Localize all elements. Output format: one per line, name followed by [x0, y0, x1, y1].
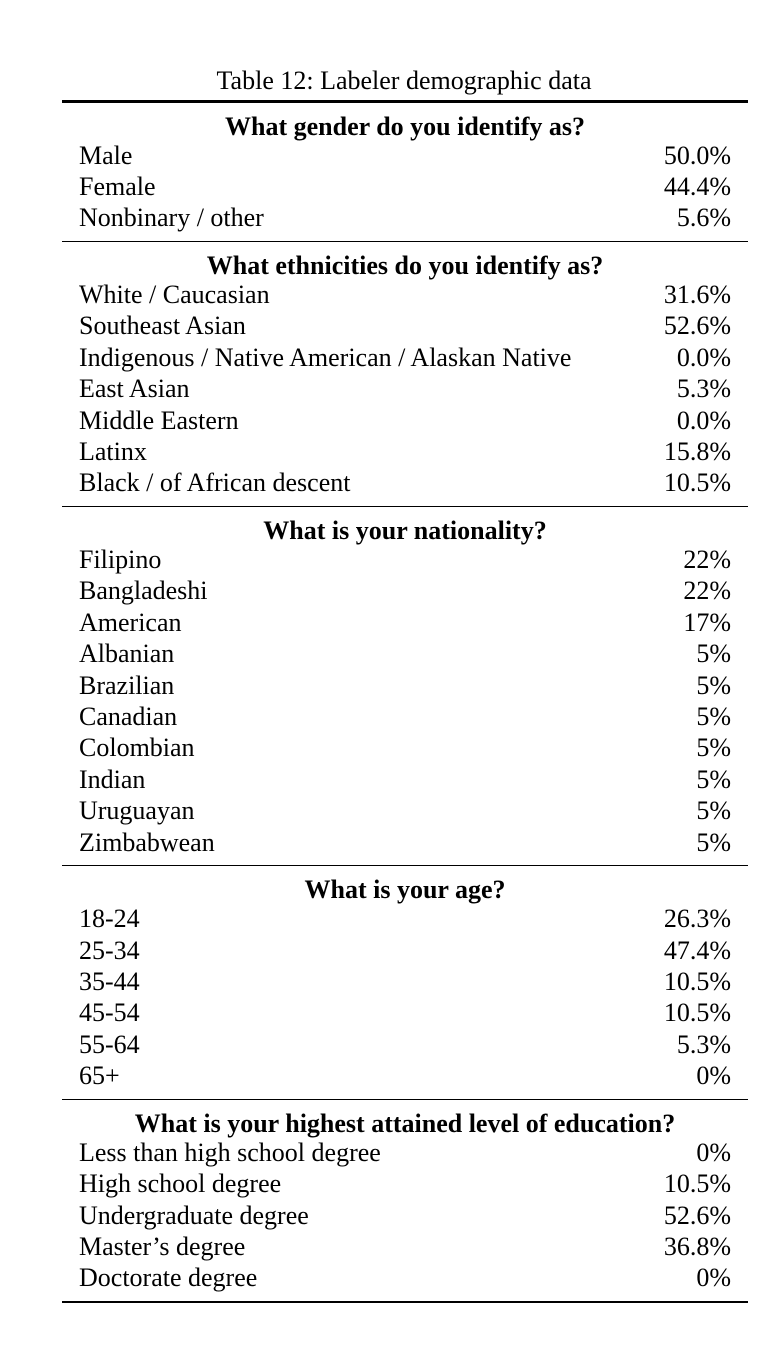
row-value: 5% [696, 701, 731, 731]
table-row [62, 701, 748, 732]
row-label: 45-54 [79, 998, 140, 1028]
row-label: Brazilian [79, 670, 175, 700]
row-label: Southeast Asian [79, 311, 246, 341]
row-label: Female [79, 171, 156, 201]
row-value: 36.8% [663, 1232, 731, 1262]
table-row [62, 935, 748, 966]
table-row [62, 903, 748, 934]
row-label: 18-24 [79, 904, 140, 934]
table-row [62, 140, 748, 171]
row-label: Latinx [79, 436, 147, 466]
table-row [62, 795, 748, 826]
section-rows [62, 1137, 748, 1301]
row-value: 10.5% [663, 998, 731, 1028]
row-value: 31.6% [663, 279, 731, 309]
table-section [62, 866, 748, 1098]
demographic-table [62, 100, 748, 1303]
row-label: Filipino [79, 545, 162, 574]
table-row [62, 544, 748, 575]
table-row [62, 1168, 748, 1199]
table-row [62, 1029, 748, 1060]
table-row [62, 279, 748, 310]
table-row [62, 373, 748, 404]
table-row [62, 1231, 748, 1262]
row-label: High school degree [79, 1169, 282, 1199]
row-label: Male [79, 140, 133, 170]
row-value: 5% [696, 670, 731, 700]
table-row [62, 607, 748, 638]
row-label: Black / of African descent [79, 468, 351, 498]
row-label: Doctorate degree [79, 1263, 258, 1293]
row-value: 5% [696, 639, 731, 669]
row-value: 10.5% [663, 966, 731, 996]
row-label: American [79, 607, 182, 637]
section-title: What gender do you identify as? [225, 111, 585, 141]
row-label: Colombian [79, 733, 195, 763]
row-value: 47.4% [663, 935, 731, 965]
row-label: 55-64 [79, 1029, 140, 1059]
row-label: 25-34 [79, 935, 140, 965]
table-row [62, 827, 748, 858]
row-value: 0.0% [676, 405, 731, 435]
section-title: What ethnicities do you identify as? [206, 250, 604, 280]
section-rows [62, 279, 748, 506]
table-row [62, 670, 748, 701]
row-value: 22% [683, 545, 731, 574]
row-label: Indian [79, 764, 146, 794]
row-label: Middle Eastern [79, 405, 239, 435]
table-row [62, 732, 748, 763]
row-label: Zimbabwean [79, 827, 215, 857]
row-value: 5% [696, 827, 731, 857]
table-bottom-rule [62, 1301, 748, 1304]
row-value: 17% [683, 607, 731, 637]
section-rows [62, 903, 748, 1098]
row-value: 0% [696, 1137, 731, 1167]
table-row [62, 1060, 748, 1091]
row-value: 22% [683, 576, 731, 606]
table-row [62, 1137, 748, 1168]
row-value: 5% [696, 764, 731, 794]
table-row [62, 638, 748, 669]
row-value: 26.3% [663, 904, 731, 934]
row-label: Canadian [79, 701, 178, 731]
row-value: 0% [696, 1061, 731, 1091]
row-value: 52.6% [663, 311, 731, 341]
row-value: 5% [696, 796, 731, 826]
row-value: 52.6% [663, 1200, 731, 1230]
row-value: 5.3% [676, 1029, 731, 1059]
table-section [62, 1100, 748, 1301]
table-row [62, 1262, 748, 1293]
table-row [62, 171, 748, 202]
section-title: What is your age? [304, 875, 506, 905]
section-title: What is your nationality? [263, 516, 547, 545]
table-section [62, 103, 748, 241]
table-row [62, 1200, 748, 1231]
row-label: Bangladeshi [79, 576, 208, 606]
table-section [62, 507, 748, 865]
row-value: 50.0% [663, 140, 731, 170]
row-value: 10.5% [663, 1169, 731, 1199]
row-value: 15.8% [663, 436, 731, 466]
table-row [62, 202, 748, 233]
row-label: Uruguayan [79, 796, 195, 826]
table-row [62, 467, 748, 498]
row-label: Indigenous / Native American / Alaskan Native [79, 342, 572, 372]
table-row [62, 997, 748, 1028]
row-label: Nonbinary / other [79, 203, 264, 233]
row-label: Undergraduate degree [79, 1200, 309, 1230]
row-value: 5.6% [676, 203, 731, 233]
table-row [62, 764, 748, 795]
section-rows [62, 140, 748, 241]
row-label: Albanian [79, 639, 175, 669]
row-label: Master’s degree [79, 1232, 246, 1262]
row-label: 35-44 [79, 966, 140, 996]
row-value: 5% [696, 733, 731, 763]
row-value: 0.0% [676, 342, 731, 372]
row-label: Less than high school degree [79, 1137, 381, 1167]
table-row [62, 436, 748, 467]
row-label: White / Caucasian [79, 279, 270, 309]
table-row [62, 575, 748, 606]
section-rows [62, 544, 748, 865]
table-row [62, 405, 748, 436]
row-value: 44.4% [663, 171, 731, 201]
table-row [62, 966, 748, 997]
table-row [62, 342, 748, 373]
row-value: 0% [696, 1263, 731, 1293]
table-section [62, 242, 748, 506]
row-value: 5.3% [676, 374, 731, 404]
table-row [62, 310, 748, 341]
row-label: East Asian [79, 374, 190, 404]
row-value: 10.5% [663, 468, 731, 498]
row-label: 65+ [79, 1061, 120, 1091]
table-caption: Table 12: Labeler demographic data [216, 66, 592, 95]
section-title: What is your highest attained level of education? [134, 1108, 676, 1138]
